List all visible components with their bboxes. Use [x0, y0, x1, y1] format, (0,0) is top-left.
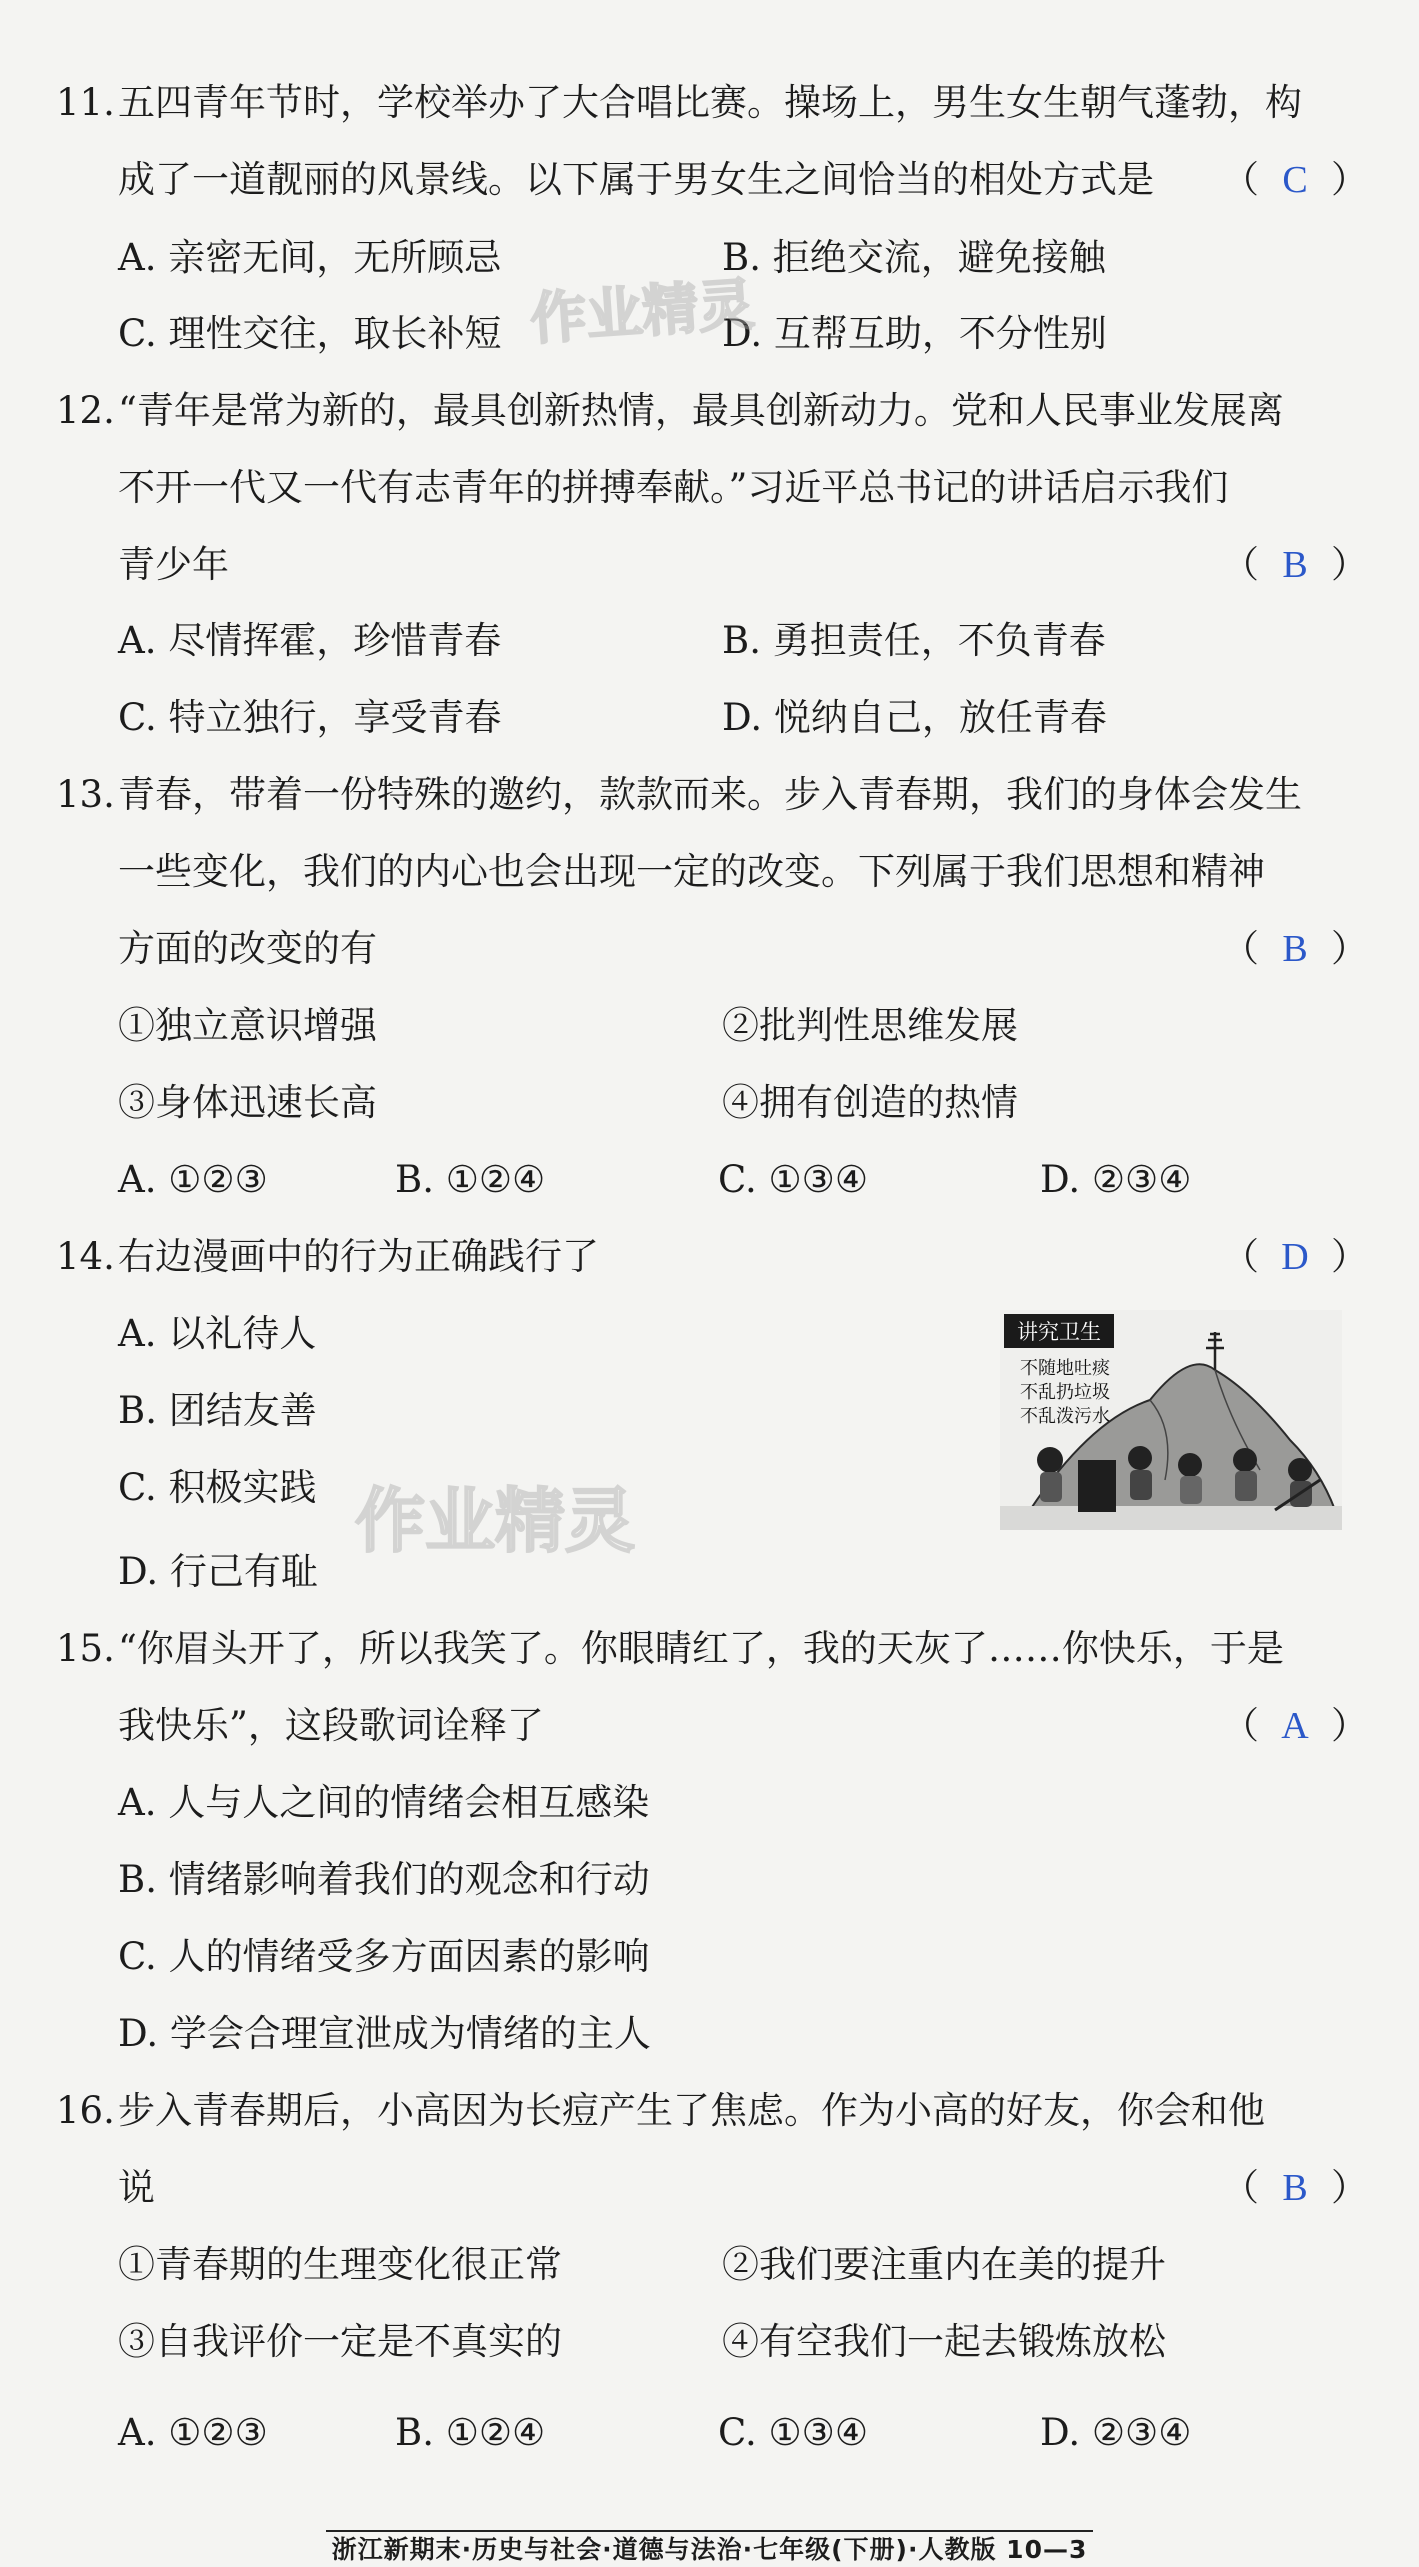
cartoon-title: 讲究卫生: [1017, 1320, 1101, 1344]
question-number: 12.: [56, 389, 115, 432]
option-d: D. 行己有耻: [118, 1550, 318, 1593]
answer-bracket: （ B ）: [1222, 2164, 1352, 2212]
cartoon-caption-1: 不随地吐痰: [1020, 1358, 1110, 1379]
question-number: 13.: [56, 773, 115, 816]
answer-bracket: （ B ）: [1222, 541, 1352, 589]
leader-dots: [400, 925, 1204, 973]
option-d: D. ②③④: [1040, 2411, 1192, 2454]
option-b: B. ①②④: [395, 2411, 546, 2454]
option-a: A. 尽情挥霍，珍惜青春: [118, 619, 502, 662]
statement-4: ④有空我们一起去锻炼放松: [722, 2320, 1166, 2363]
statement-3: ③自我评价一定是不真实的: [118, 2320, 562, 2363]
answer-letter: B: [1282, 2167, 1308, 2209]
question-stem: 一些变化，我们的内心也会出现一定的改变。下列属于我们思想和精神: [118, 850, 1265, 893]
question-number: 15.: [56, 1627, 115, 1670]
option-c: C. 理性交往，取长补短: [118, 312, 502, 355]
question-stem: 青少年: [118, 543, 229, 586]
answer-letter: B: [1282, 544, 1308, 586]
option-c: C. ①③④: [718, 2411, 869, 2454]
question-stem: 青春，带着一份特殊的邀约，款款而来。步入青春期，我们的身体会发生: [118, 773, 1302, 816]
option-b: B. ①②④: [395, 1158, 546, 1201]
question-stem: 五四青年节时，学校举办了大合唱比赛。操场上，男生女生朝气蓬勃，构: [118, 81, 1302, 124]
cartoon-caption-2: 不乱扔垃圾: [1020, 1382, 1110, 1403]
leader-dots: [162, 2164, 1204, 2212]
answer-bracket: （ C ）: [1222, 156, 1352, 204]
option-a: A. 亲密无间，无所顾忌: [118, 236, 502, 279]
question-number: 11.: [56, 81, 115, 124]
answer-bracket: （ D ）: [1222, 1233, 1352, 1281]
question-number: 16.: [56, 2089, 115, 2132]
answer-letter: D: [1281, 1236, 1309, 1278]
leader-dots: [238, 541, 1204, 589]
option-d: D. 悦纳自己，放任青春: [722, 696, 1107, 739]
question-stem: 步入青春期后，小高因为长痘产生了焦虑。作为小高的好友，你会和他: [118, 2089, 1265, 2132]
question-stem: 不开一代又一代有志青年的拼搏奉献。”习近平总书记的讲话启示我们: [118, 466, 1229, 509]
option-d: D. ②③④: [1040, 1158, 1192, 1201]
question-stem: “你眉头开了，所以我笑了。你眼睛红了，我的天灰了……你快乐，于是: [118, 1627, 1284, 1670]
option-c: C. 积极实践: [118, 1466, 317, 1509]
option-c: C. 特立独行，享受青春: [118, 696, 502, 739]
question-stem: 我快乐”，这段歌词诠释了: [118, 1704, 544, 1747]
answer-letter: C: [1282, 159, 1308, 201]
answer-letter: A: [1281, 1705, 1309, 1747]
statement-2: ②批判性思维发展: [722, 1004, 1018, 1047]
option-a: A. ①②③: [118, 1158, 268, 1201]
question-stem: 右边漫画中的行为正确践行了: [118, 1235, 599, 1278]
option-b: B. 拒绝交流，避免接触: [722, 236, 1106, 279]
watermark: 作业精灵: [355, 1480, 635, 1562]
statement-4: ④拥有创造的热情: [722, 1081, 1018, 1124]
option-c: C. ①③④: [718, 1158, 869, 1201]
footer-text: 浙江新期末·历史与社会·道德与法治·七年级(下册)·人教版 10—3: [326, 2530, 1094, 2567]
answer-bracket: （ A ）: [1222, 1702, 1352, 1750]
page-footer: [0, 2530, 1419, 2565]
statement-1: ①青春期的生理变化很正常: [118, 2243, 562, 2286]
option-d: D. 学会合理宣泄成为情绪的主人: [118, 2012, 651, 2055]
watermark: 作业精灵: [528, 272, 757, 353]
option-a: A. 以礼待人: [118, 1312, 317, 1355]
question-stem: 说: [118, 2166, 155, 2209]
option-b: B. 情绪影响着我们的观念和行动: [118, 1858, 650, 1901]
option-c: C. 人的情绪受多方面因素的影响: [118, 1935, 650, 1978]
option-a: A. 人与人之间的情绪会相互感染: [118, 1781, 650, 1824]
question-number: 14.: [56, 1235, 115, 1278]
question-stem: 成了一道靓丽的风景线。以下属于男女生之间恰当的相处方式是: [118, 158, 1154, 201]
cartoon-caption-3: 不乱泼污水: [1020, 1406, 1110, 1427]
statement-3: ③身体迅速长高: [118, 1081, 377, 1124]
option-b: B. 团结友善: [118, 1389, 317, 1432]
option-d: D. 互帮互助，不分性别: [722, 312, 1107, 355]
question-stem: 方面的改变的有: [118, 927, 377, 970]
statement-2: ②我们要注重内在美的提升: [722, 2243, 1166, 2286]
leader-dots: [600, 1702, 1204, 1750]
answer-bracket: （ B ）: [1222, 925, 1352, 973]
hygiene-cartoon: [1000, 1310, 1342, 1530]
leader-dots: [636, 1233, 1204, 1281]
option-a: A. ①②③: [118, 2411, 268, 2454]
question-stem: “青年是常为新的，最具创新热情，最具创新动力。党和人民事业发展离: [118, 389, 1284, 432]
option-b: B. 勇担责任，不负青春: [722, 619, 1106, 662]
answer-letter: B: [1282, 928, 1308, 970]
statement-1: ①独立意识增强: [118, 1004, 377, 1047]
